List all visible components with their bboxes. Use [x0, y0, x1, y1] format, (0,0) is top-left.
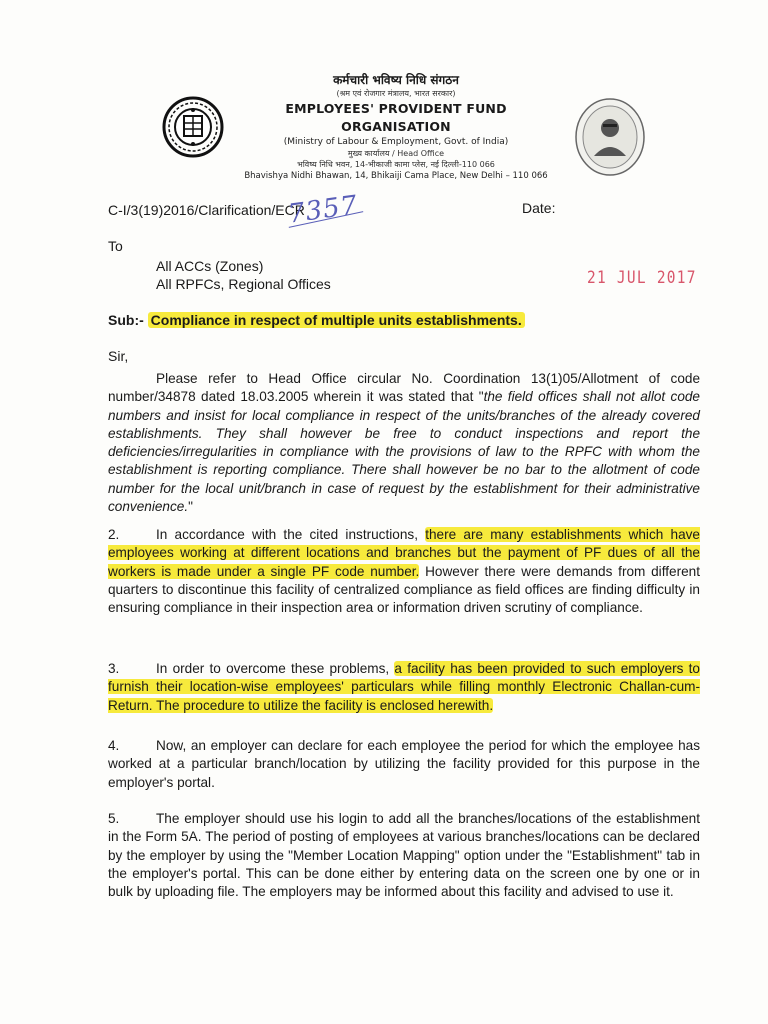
paragraph-1: [108, 370, 700, 516]
reference-number: C-I/3(19)2016/Clarification/ECR: [108, 202, 305, 218]
paragraph-4: [108, 737, 700, 792]
paragraph-text: Now, an employer can declare for each employee the period for which the employee has worked at a particular branch/location by utilizing the facility provided for this purpose in the employer's portal.: [108, 738, 700, 790]
ministry-line: (Ministry of Labour & Employment, Govt. of India): [283, 137, 509, 147]
head-office-line: मुख्य कार्यालय / Head Office: [347, 149, 445, 158]
handwritten-number: 7357: [286, 190, 360, 230]
paragraph-text: The employer should use his login to add all the branches/locations of the establishment in the Form 5A. The period of posting of employees at various branches/locations can be declared by the employer by using the "Member Location Mapping" option under the "Establishment" tab in the employer's portal. This can be done either by entering data on the screen one by one or in bulk by uploading file. The employers may be informed about this facility and advised to use it.: [108, 811, 700, 900]
paragraph-text: Please refer to Head Office circular No. Coordination 13(1)05/Allotment of code number/34878 dated 18.03.2005 wherein it was stated that ": [108, 371, 700, 405]
date-stamp: 21 JUL 2017: [587, 268, 697, 288]
letterhead-hindi-title: कर्मचारी भविष्य निधि संगठन: [333, 73, 459, 87]
addressee-line: All ACCs (Zones): [156, 258, 264, 274]
paragraph-number: 3.: [108, 661, 120, 676]
paragraph-3: [108, 660, 700, 715]
paragraph-number: 2.: [108, 527, 120, 542]
salutation: Sir,: [108, 348, 129, 364]
paragraph-text: In order to overcome these problems,: [156, 661, 395, 676]
subject-text: Compliance in respect of multiple units establishments.: [148, 312, 525, 328]
addressee-line: All RPFCs, Regional Offices: [156, 276, 331, 292]
paragraph-text: In accordance with the cited instructions,: [156, 527, 426, 542]
paragraph-2: [108, 526, 700, 617]
paragraph-text: However there were demands from different quarters to discontinue this facility of centralized compliance as field offices are finding difficulty in ensuring compliance in their inspection area or information driven scrutiny of compliance.: [108, 563, 700, 616]
paragraph-number: 4.: [108, 738, 120, 753]
letterhead: [236, 72, 556, 182]
address-line: Bhavishya Nidhi Bhawan, 14, Bhikaiji Cama Place, New Delhi – 110 066: [244, 171, 548, 181]
to-label: To: [108, 238, 123, 254]
letterhead-hindi-ministry: (श्रम एवं रोजगार मंत्रालय, भारत सरकार): [336, 89, 456, 98]
quoted-text: the field offices shall not allot code numbers and insist for local compliance in respect of the units/branches of the already covered establishments. They shall however be free to conduct inspections and report the deficiencies/irregularities in compliance with the provisions of law to the RPFC with whom the establishment is reporting compliance. There shall however be no bar to the allotment of code number for the local unit/branch in case of request by the establishment for their administrative convenience.: [108, 389, 700, 515]
subject-prefix: Sub:-: [108, 312, 144, 328]
portrait-seal-icon: [572, 94, 648, 180]
paragraph-number: 5.: [108, 811, 120, 826]
organisation-name: EMPLOYEES' PROVIDENT FUND ORGANISATION: [285, 101, 507, 134]
paragraph-5: [108, 810, 700, 901]
quote-close: ": [188, 499, 193, 515]
epfo-emblem-icon: [162, 96, 224, 158]
date-label: Date:: [522, 200, 556, 216]
highlighted-text: there are many establishments which have employees working at different locations and branches but the payment of PF dues of all the workers is made under a single PF code number.: [108, 527, 700, 579]
highlighted-text: a facility has been provided to such employers to furnish their location-wise employees' particulars while filling monthly Electronic Challan-cum-Return. The procedure to utilize the facility is enclosed herewith.: [108, 661, 700, 713]
subject-line: [108, 312, 525, 328]
hindi-address-line: भविष्य निधि भवन, 14-भीकाजी कामा प्लेस, नई दिल्ली-110 066: [297, 160, 495, 169]
